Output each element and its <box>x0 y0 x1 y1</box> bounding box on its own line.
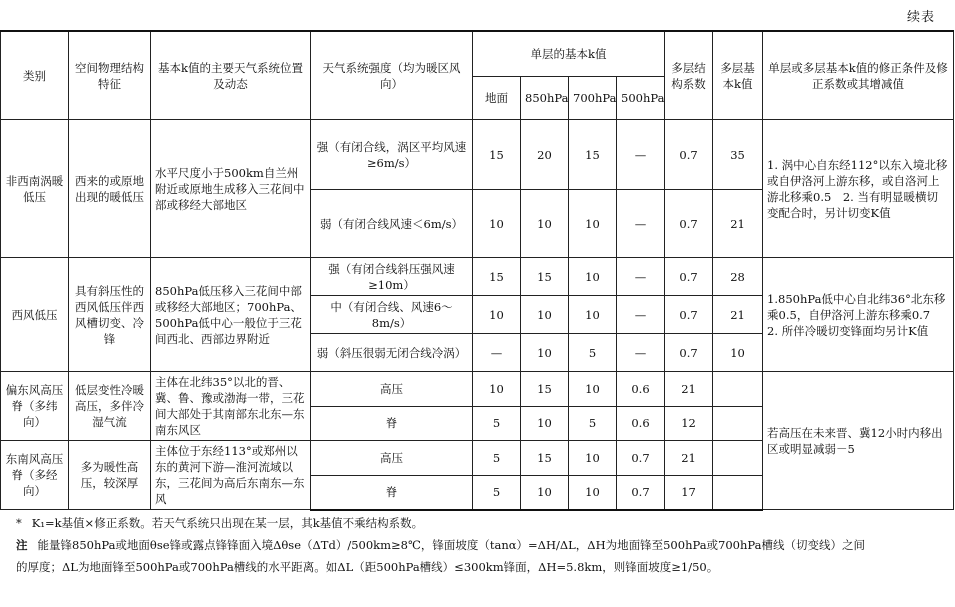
cell-ground: 5 <box>473 441 521 476</box>
cell-850: 10 <box>521 475 569 510</box>
header-correction: 单层或多层基本k值的修正条件及修正系数或其增减值 <box>763 31 954 120</box>
cell-500: — <box>617 190 665 258</box>
star-mark: * <box>16 516 22 530</box>
cell-850: 15 <box>521 441 569 476</box>
formula-note <box>16 534 946 556</box>
cell-coef: 0.7 <box>665 334 713 372</box>
table-row <box>1 258 954 296</box>
header-multi-coef: 多层结构系数 <box>665 31 713 120</box>
cell-strength: 高压 <box>311 441 473 476</box>
cell-850: 15 <box>521 372 569 407</box>
cell-structure: 具有斜压性的西风低压伴西风槽切变、冷锋 <box>69 258 151 372</box>
cell-correction: 1. 涡中心自东经112°以东入境北移或自伊洛河上游东移，或自洛河上游北移乘0.5 2. 当有明显暖横切变配合时，另计切变K值 <box>763 120 954 258</box>
cell-700: 10 <box>569 372 617 407</box>
cell-coef: 21 <box>665 372 713 407</box>
header-850: 850hPa <box>521 77 569 120</box>
cell-multi-k <box>713 372 763 407</box>
cell-strength: 脊 <box>311 475 473 510</box>
cell-500: — <box>617 334 665 372</box>
cell-ground: 10 <box>473 296 521 334</box>
cell-500: 0.6 <box>617 372 665 407</box>
cell-coef: 0.7 <box>665 190 713 258</box>
cell-structure: 西来的或原地出现的暖低压 <box>69 120 151 258</box>
header-500: 500hPa <box>617 77 665 120</box>
cell-structure: 低层变性冷暖高压，多伴冷湿气流 <box>69 372 151 441</box>
cell-700: 10 <box>569 296 617 334</box>
cell-700: 5 <box>569 406 617 441</box>
cell-700: 10 <box>569 258 617 296</box>
cell-correction: 若高压在未来晋、冀12小时内移出区或明显减弱－5 <box>763 372 954 510</box>
cell-position: 主体位于东经113°或郑州以东的黄河下游—淮河流域以东，三花间为高后东南东—东风 <box>151 441 311 510</box>
cell-coef: 0.7 <box>665 296 713 334</box>
cell-ground: 15 <box>473 258 521 296</box>
cell-strength: 中（有闭合线、风速6～8m/s） <box>311 296 473 334</box>
cell-correction: 1.850hPa低中心自北纬36°北东移乘0.5，自伊洛河上游东移乘0.7 2. 所伴冷暖切变锋面均另计K值 <box>763 258 954 372</box>
continued-label: 续表 <box>906 10 935 25</box>
cell-coef: 0.7 <box>665 120 713 190</box>
note-label: 注 <box>16 538 28 552</box>
cell-position: 水平尺度小于500km自兰州附近或原地生成移入三花间中部或移经大部地区 <box>151 120 311 258</box>
star-note <box>16 512 946 534</box>
cell-strength: 弱（斜压很弱无闭合线冷涡） <box>311 334 473 372</box>
cell-ground: 10 <box>473 190 521 258</box>
k-value-table <box>0 30 954 511</box>
cell-category: 偏东风高压脊（多纬向） <box>1 372 69 441</box>
cell-coef: 17 <box>665 475 713 510</box>
header-category: 类别 <box>1 31 69 120</box>
cell-category: 西风低压 <box>1 258 69 372</box>
cell-700: 5 <box>569 334 617 372</box>
cell-500: 0.7 <box>617 475 665 510</box>
header-ground: 地面 <box>473 77 521 120</box>
cell-coef: 21 <box>665 441 713 476</box>
cell-ground: — <box>473 334 521 372</box>
table-row <box>1 120 954 190</box>
cell-structure: 多为暖性高压，较深厚 <box>69 441 151 510</box>
cell-multi-k: 21 <box>713 190 763 258</box>
cell-position: 主体在北纬35°以北的晋、冀、鲁、豫或渤海一带，三花间大部处于其南部东北东—东南东风区 <box>151 372 311 441</box>
header-position: 基本k值的主要天气系统位置及动态 <box>151 31 311 120</box>
header-strength: 天气系统强度（均为暖区风向） <box>311 31 473 120</box>
cell-multi-k: 35 <box>713 120 763 190</box>
cell-500: 0.7 <box>617 441 665 476</box>
header-structure: 空间物理结构特征 <box>69 31 151 120</box>
cell-position: 850hPa低压移入三花间中部或移经大部地区；700hPa、500hPa低中心一般位于三花间西北、西部边界附近 <box>151 258 311 372</box>
cell-category: 非西南涡暖低压 <box>1 120 69 258</box>
note-text-2: 的厚度；ΔL为地面锋至500hPa或700hPa槽线的水平距离。如ΔL（距500hPa槽线）≤300km锋面，ΔH=5.8km，则锋面坡度≥1/50。 <box>16 560 719 574</box>
cell-850: 10 <box>521 406 569 441</box>
cell-coef: 12 <box>665 406 713 441</box>
cell-category: 东南风高压脊（多经向） <box>1 441 69 510</box>
cell-multi-k: 10 <box>713 334 763 372</box>
cell-strength: 弱（有闭合线风速＜6m/s） <box>311 190 473 258</box>
star-note-text: K₁=k基值×修正系数。若天气系统只出现在某一层，其k基值不乘结构系数。 <box>31 516 424 530</box>
cell-strength: 强（有闭合线，涡区平均风速≥6m/s） <box>311 120 473 190</box>
table-row <box>1 372 954 407</box>
cell-ground: 15 <box>473 120 521 190</box>
cell-700: 10 <box>569 441 617 476</box>
cell-700: 10 <box>569 475 617 510</box>
header-700: 700hPa <box>569 77 617 120</box>
cell-ground: 5 <box>473 475 521 510</box>
cell-multi-k: 21 <box>713 296 763 334</box>
header-single-k: 单层的基本k值 <box>473 31 665 77</box>
cell-850: 20 <box>521 120 569 190</box>
cell-850: 10 <box>521 334 569 372</box>
cell-850: 10 <box>521 190 569 258</box>
cell-700: 15 <box>569 120 617 190</box>
cell-multi-k <box>713 441 763 476</box>
cell-multi-k <box>713 406 763 441</box>
footnotes <box>16 512 946 578</box>
cell-strength: 强（有闭合线斜压强风速≥10m） <box>311 258 473 296</box>
cell-850: 10 <box>521 296 569 334</box>
cell-ground: 10 <box>473 372 521 407</box>
cell-strength: 脊 <box>311 406 473 441</box>
cell-multi-k: 28 <box>713 258 763 296</box>
formula-note-cont <box>16 556 946 578</box>
note-text-1: 能量锋850hPa或地面θse锋或露点锋锋面入境Δθse（ΔTd）/500km≥8℃，锋面坡度（tanα）=ΔH/ΔL，ΔH为地面锋至500hPa或700hPa槽线（切变线）之间 <box>37 538 865 552</box>
cell-500: 0.6 <box>617 406 665 441</box>
cell-700: 10 <box>569 190 617 258</box>
header-multi-k: 多层基本k值 <box>713 31 763 120</box>
cell-strength: 高压 <box>311 372 473 407</box>
cell-coef: 0.7 <box>665 258 713 296</box>
cell-ground: 5 <box>473 406 521 441</box>
cell-500: — <box>617 296 665 334</box>
cell-multi-k <box>713 475 763 510</box>
cell-500: — <box>617 258 665 296</box>
cell-850: 15 <box>521 258 569 296</box>
cell-500: — <box>617 120 665 190</box>
